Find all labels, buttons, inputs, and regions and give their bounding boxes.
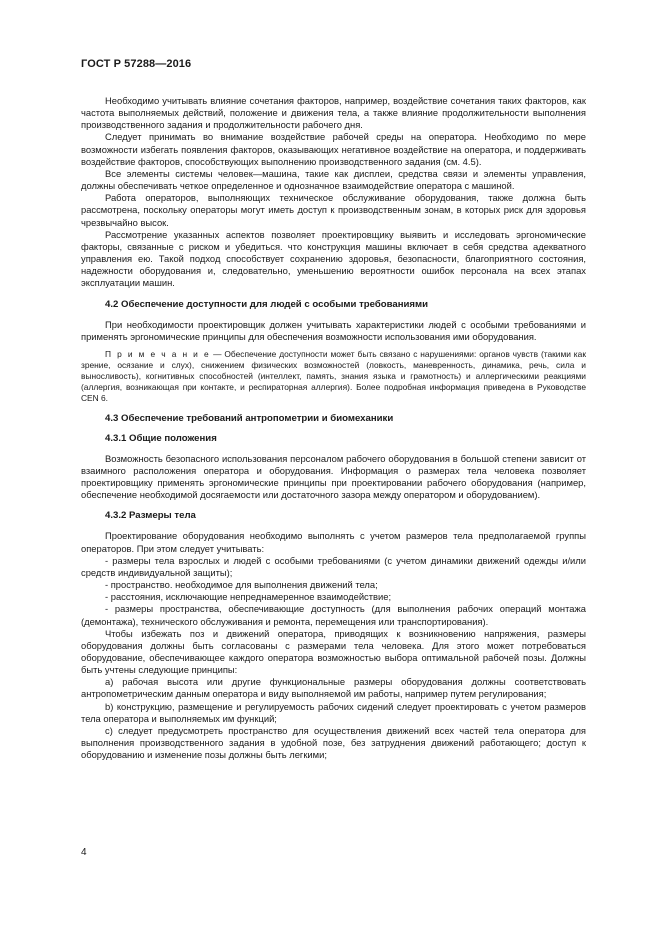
paragraph: Работа операторов, выполняющих техническое обслуживание оборудования, также должна быть рассмотрена, поскольку операторы могут иметь доступ к производственным зонам, в которых риск для здоровья чрезвычайно высок. bbox=[81, 192, 586, 228]
section-heading-4-2: 4.2 Обеспечение доступности для людей с особыми требованиями bbox=[105, 298, 429, 310]
note-text: — Обеспечение доступности может быть связано с нарушениями: органов чувств (такими как зрение, осязание и слух), снижением физических возможностей (ловкость, маневренность, динамика, речь, сила и выносливость), когнитивных способностей (интеллект, память, знания языка и грамотность) и аллергическими реакциями (аллергия, возникающая при контакте, и респираторная аллергия). Более подробная информация приведена в Руководстве CEN 6. bbox=[81, 348, 586, 403]
principle-item: c) следует предусмотреть пространство для осуществления движений всех частей тела оператора для выполнения производственного задания в удобной позе, без затруднения движений работающего; доступ к оборудованию и изменение позы должны быть легкими; bbox=[81, 724, 586, 761]
note bbox=[81, 349, 586, 404]
paragraph: Возможность безопасного использования персоналом рабочего оборудования в большой степени зависит от взаимного расположения оператора и оборудования. Информация о размерах тела человека позволяет проектировщику применять эргономические принципы при проектировании рабочего оборудования (например, обеспечение необходимой досягаемости или достаточного зазора между оператором и оборудованием). bbox=[81, 452, 586, 501]
subsection-heading-4-3-1: 4.3.1 Общие положения bbox=[105, 432, 217, 444]
page-number: 4 bbox=[81, 847, 87, 858]
list-item: - расстояния, исключающие непреднамеренное взаимодействие; bbox=[105, 591, 392, 603]
paragraph: Чтобы избежать поз и движений оператора, приводящих к возникновению напряжения, размеры оборудования должны быть согласованы с размерами тела человека. Для этого может потребоваться оборудование, обеспечивающее каждого оператора возможностью выбора оптимальной рабочей позы. Должны быть учтены следующие принципы: bbox=[81, 627, 586, 676]
paragraph: Все элементы системы человек—машина, такие как дисплеи, средства связи и элементы управления, должны обеспечивать четкое определенное и однозначное взаимодействие оператора с машиной. bbox=[81, 167, 586, 192]
principle-item: a) рабочая высота или другие функциональные размеры оборудования должны соответствовать антропометрическим данным оператора и виду выполняемой им работы, например путем регулирования; bbox=[81, 676, 586, 700]
subsection-heading-4-3-2: 4.3.2 Размеры тела bbox=[105, 510, 196, 522]
note-label: П р и м е ч а н и е bbox=[105, 348, 211, 359]
list-item: - размеры пространства, обеспечивающие доступность (для выполнения рабочих операций монтажа (демонтажа), технического обслуживания и ремонта, перемещения или транспортирования). bbox=[81, 603, 586, 627]
section-heading-4-3: 4.3 Обеспечение требований антропометрии и биомеханики bbox=[105, 412, 394, 424]
paragraph: Проектирование оборудования необходимо выполнять с учетом размеров тела предполагаемой группы операторов. При этом следует учитывать: bbox=[81, 530, 586, 554]
principle-item: b) конструкцию, размещение и регулируемость рабочих сидений следует проектировать с учетом размеров тела оператора и выполняемых им функций; bbox=[81, 700, 586, 724]
paragraph: Следует принимать во внимание воздействие рабочей среды на оператора. Необходимо по мере возможности избегать появления факторов, оказывающих негативное воздействие на оператора, и поддерживать воздействие факторов, способствующих выполнению производственного задания (см. 4.5). bbox=[81, 131, 586, 167]
document-body bbox=[81, 95, 586, 761]
paragraph: Рассмотрение указанных аспектов позволяет проектировщику выявить и исследовать эргономические факторы, связанные с риском и убедиться. что конструкция машины включает в себя средства адекватного управления ею. Такой подход способствует сохранению здоровья, безопасности, благоприятного состояния, надежности оборудования и, следовательно, уменьшению вероятности ошибок персонала на всех этапах эксплуатации машин. bbox=[81, 228, 586, 289]
paragraph: Необходимо учитывать влияние сочетания факторов, например, воздействие сочетания таких факторов, как частота выполняемых действий, положение и движения тела, а также влияние продолжительности выполнения производственного задания и продолжительности рабочего дня. bbox=[81, 95, 586, 131]
list-item: - размеры тела взрослых и людей с особыми требованиями (с учетом динамики движений одежды и/или средств индивидуальной защиты); bbox=[81, 554, 586, 578]
list-item: - пространство. необходимое для выполнения движений тела; bbox=[105, 579, 378, 591]
paragraph: При необходимости проектировщик должен учитывать характеристики людей с особыми требованиями и применять эргономические принципы для обеспечения возможности использования ими оборудования. bbox=[81, 318, 586, 342]
document-header: ГОСТ Р 57288—2016 bbox=[81, 58, 192, 70]
